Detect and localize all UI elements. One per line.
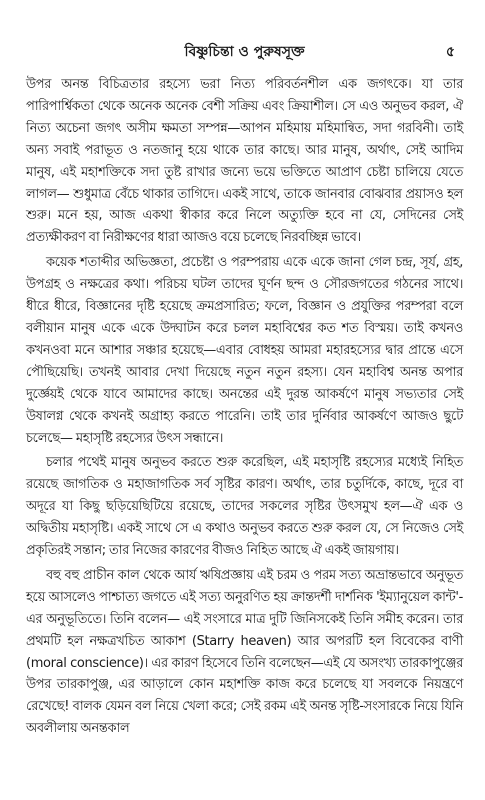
paragraph-2: কয়েক শতাব্দীর অভিজ্ঞতা, প্রচেষ্টা ও পরম্পরায় একে একে জানা গেল চন্দ্র, সূর্য, গ্রহ, উপগ্রহ ও নক্ষত্রের কথা। পরিচয় ঘটল তাদের ঘূর্ণন ছন্দ ও সৌরজগতের গঠনের সাথে। ধীরে ধীরে, বিজ্ঞানের দৃষ্টি হয়েছে ক্রমপ্রসারিত; ফলে, বিজ্ঞান ও প্রযুক্তির পরম্পরা বলে বলীয়ান মানুষ একে একে উদ্ঘাটন করে চলল মহাবিশ্বের কত শত বিস্ময়। তাই কখনও কখনওবা মনে আশার সঞ্চার হয়েছে—এবার বোধহয় আমরা মহারহস্যের দ্বার প্রান্তে এসে পৌছিয়েছি। তখনই আবার দেখা দিয়েছে নতুন নতুন রহস্য। যেন মহাবিশ্ব অনন্ত অপার দুর্জ্ঞেয়ই থেকে যাবে আমাদের কাছে। অনন্তের এই দুরন্ত আকর্ষণে মানুষ সভ্যতার সেই উষালগ্ন থেকে কখনই অগ্রাহ্য করতে পারেনি। তাই তার দুর্নিবার আকর্ষণে আজও ছুটে চলেছে— মহাসৃষ্টি রহস্যের উৎস সন্ধানে।: [26, 255, 463, 446]
page-number: ৫: [445, 44, 455, 60]
paragraph-1: উপর অনন্ত বিচিত্রতার রহস্যে ভরা নিত্য পরিবর্তনশীল এক জগৎকে। যা তার পারিপার্শ্বিকতা থেকে অনেক অনেক বেশী সক্রিয় এবং ক্রিয়াশীল। সে এও অনুভব করল, ঐ নিত্য অচেনা জগৎ অসীম ক্ষমতা সম্পন্ন—আপন মহিমায় মহিমান্বিত, সদা গরবিনী। তাই অন্য সবাই পরাভূত ও নতজানু হয়ে থাকে তার কাছে। আর মানুষ, অর্থাৎ, সেই আদিম মানুষ, এই মহাশক্তিকে সদা তুষ্ট রাখার জন্যে ভয়ে ভক্তিতে আপ্রাণ চেষ্টা চালিয়ে যেতে লাগল— শুধুমাত্র বেঁচে থাকার তাগিদে। একই সাথে, তাকে জানবার বোঝবার প্রয়াসও হল শুরু। মনে হয়, আজ একথা স্বীকার করে নিলে অত্যুক্তি হবে না যে, সেদিনের সেই প্রত্যক্ষীকরণ বা নিরীক্ষণের ধারা আজও বয়ে চলেছে নিরবচ্ছিন্ন ভাবে।: [26, 77, 463, 246]
running-head: [26, 42, 463, 68]
running-title: বিষ্ণুচিন্তা ও পুরুষসূক্ত: [184, 44, 305, 60]
paragraph-4: বহু বহু প্রাচীন কাল থেকে আর্য ঋষিপ্রজ্ঞায় এই চরম ও পরম সত্য অভ্রান্তভাবে অনুভূত হয়ে আসলেও পাশ্চাত্য জগতে এই সত্য অনুরণিত হয় ক্রান্তদর্শী দার্শনিক 'ইম্যানুয়েল কান্ট'-এর অনুভূতিতে। তিনি বলেন— এই সংসারে মাত্র দুটি জিনিসকেই তিনি সমীহ করেন। তার প্রথমটি হল নক্ষত্রখচিত আকাশ (Starry heaven) আর অপরটি হল বিবেকের বাণী (moral conscience)। এর কারণ হিসেবে তিনি বলেছেন—এই যে অসংখ্য তারকাপুঞ্জের উপর তারকাপুঞ্জ, এর আড়ালে কোন মহাশক্তি কাজ করে চলেছে যা সবলকে নিয়ন্ত্রণে রেখেছে! বালক যেমন বল নিয়ে খেলা করে; সেই রকম এই অনন্ত সৃষ্টি-সংসারকে নিয়ে যিনি অবলীলায় অনন্তকাল: [26, 567, 463, 737]
body-text: [26, 74, 463, 743]
paragraph-3: চলার পথেই মানুষ অনুভব করতে শুরু করেছিল, এই মহাসৃষ্টি রহস্যের মধ্যেই নিহিত রয়েছে জাগতিক ও মহাজাগতিক সর্ব সৃষ্টির কারণ। অর্থাৎ, তার চতুর্দিকে, কাছে, দূরে বা অদূরে যা কিছু ছড়িয়েছিটিয়ে রয়েছে, তাদের সকলের সৃষ্টির উৎসমুখ হল—ঐ এক ও অদ্বিতীয় মহাসৃষ্টি। একই সাথে সে এ কথাও অনুভব করতে শুরু করল যে, সে নিজেও সেই প্রকৃতিরই সন্তান; তার নিজের কারণের বীজও নিহিত আছে ঐ একই জায়গায়।: [26, 455, 463, 559]
